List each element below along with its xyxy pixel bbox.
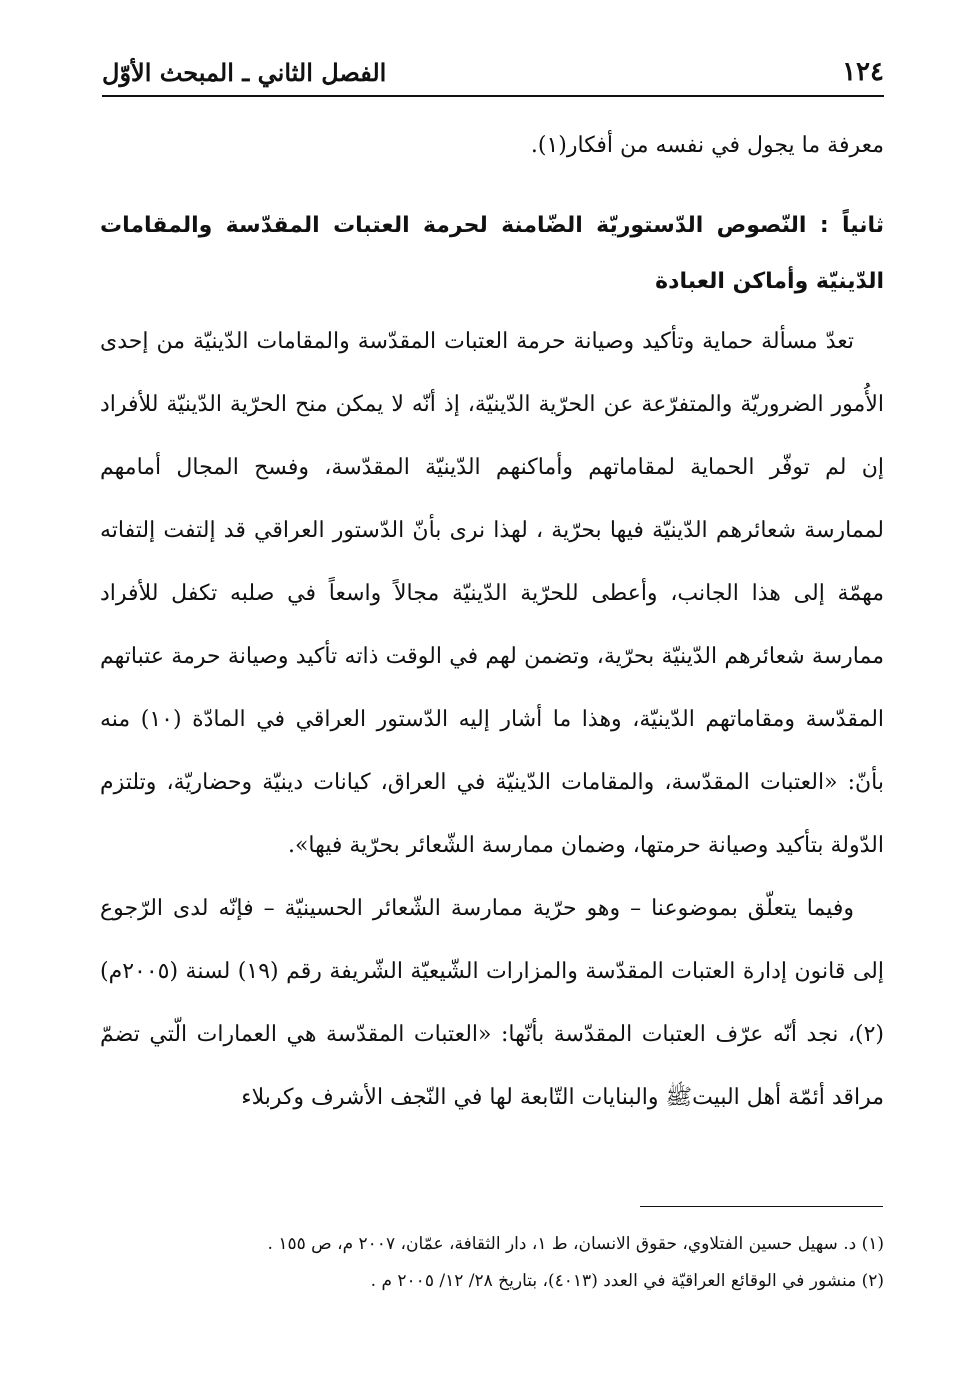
continuation-line: معرفة ما يجول في نفسه من أفكار(١). bbox=[530, 133, 884, 158]
page-header bbox=[102, 52, 884, 92]
header-divider bbox=[102, 95, 884, 97]
paragraph: تعدّ مسألة حماية وتأكيد وصيانة حرمة العتبات المقدّسة والمقامات الدّينيّة من إحدى الأُمور الضروريّة والمتفرّعة عن الحرّية الدّينيّة، إذ أنّه لا يمكن منح الحرّية الدّينيّة للأفراد إن لم توفّر الحماية لمقاماتهم وأماكنهم الدّينيّة المقدّسة، وفسح المجال أمامهم لممارسة شعائرهم الدّينيّة فيها بحرّية ، لهذا نرى بأنّ الدّستور العراقي قد إلتفت إلتفاته مهمّة إلى هذا الجانب، وأعطى للحرّية الدّينيّة مجالاً واسعاً في صلبه تكفل للأفراد ممارسة شعائرهم الدّينيّة بحرّية، وتضمن لهم في الوقت ذاته تأكيد وصيانة حرمة عتباتهم المقدّسة ومقاماتهم الدّينيّة، وهذا ما أشار إليه الدّستور العراقي في المادّة (١٠) منه بأنّ: «العتبات المقدّسة، والمقامات الدّينيّة في العراق، كيانات دينيّة وحضاريّة، وتلتزم الدّولة بتأكيد وصيانة حرمتها، وضمان ممارسة الشّعائر بحرّية فيها». bbox=[100, 329, 885, 858]
paragraph: وفيما يتعلّق بموضوعنا – وهو حرّية ممارسة الشّعائر الحسينيّة – فإنّه لدى الرّجوع إلى قانون إدارة العتبات المقدّسة والمزارات الشّيعيّة الشّريفة رقم (١٩) لسنة (٢٠٠٥م)(٢)، نجد أنّه عرّف العتبات المقدّسة بأنّها: «العتبات المقدّسة هي العمارات الّتي تضمّ مراقد أئمّة أهل البيت‏ﷺ والبنايات التّابعة لها في النّجف الأشرف وكربلاء bbox=[100, 896, 884, 1110]
footnotes bbox=[100, 1226, 884, 1300]
footnote-divider bbox=[640, 1206, 883, 1207]
footnote: (٢) منشور في الوقائع العراقيّة في العدد (٤٠١٣)، بتاريخ ٢٨/ ١٢/ ٢٠٠٥ م . bbox=[370, 1271, 884, 1291]
main-text bbox=[100, 118, 884, 1129]
running-title: الفصل الثاني ـ المبحث الأوّل bbox=[102, 57, 387, 87]
page-number: ١٢٤ bbox=[842, 57, 884, 87]
section-heading: ثانياً : النّصوص الدّستوريّة الضّامنة لحرمة العتبات المقدّسة والمقامات الدّينيّة وأماكن العبادة bbox=[100, 213, 884, 294]
footnote: (١) د. سهيل حسين الفتلاوي، حقوق الانسان، ط ١، دار الثقافة، عمّان، ٢٠٠٧ م، ص ١٥٥ . bbox=[267, 1234, 884, 1254]
